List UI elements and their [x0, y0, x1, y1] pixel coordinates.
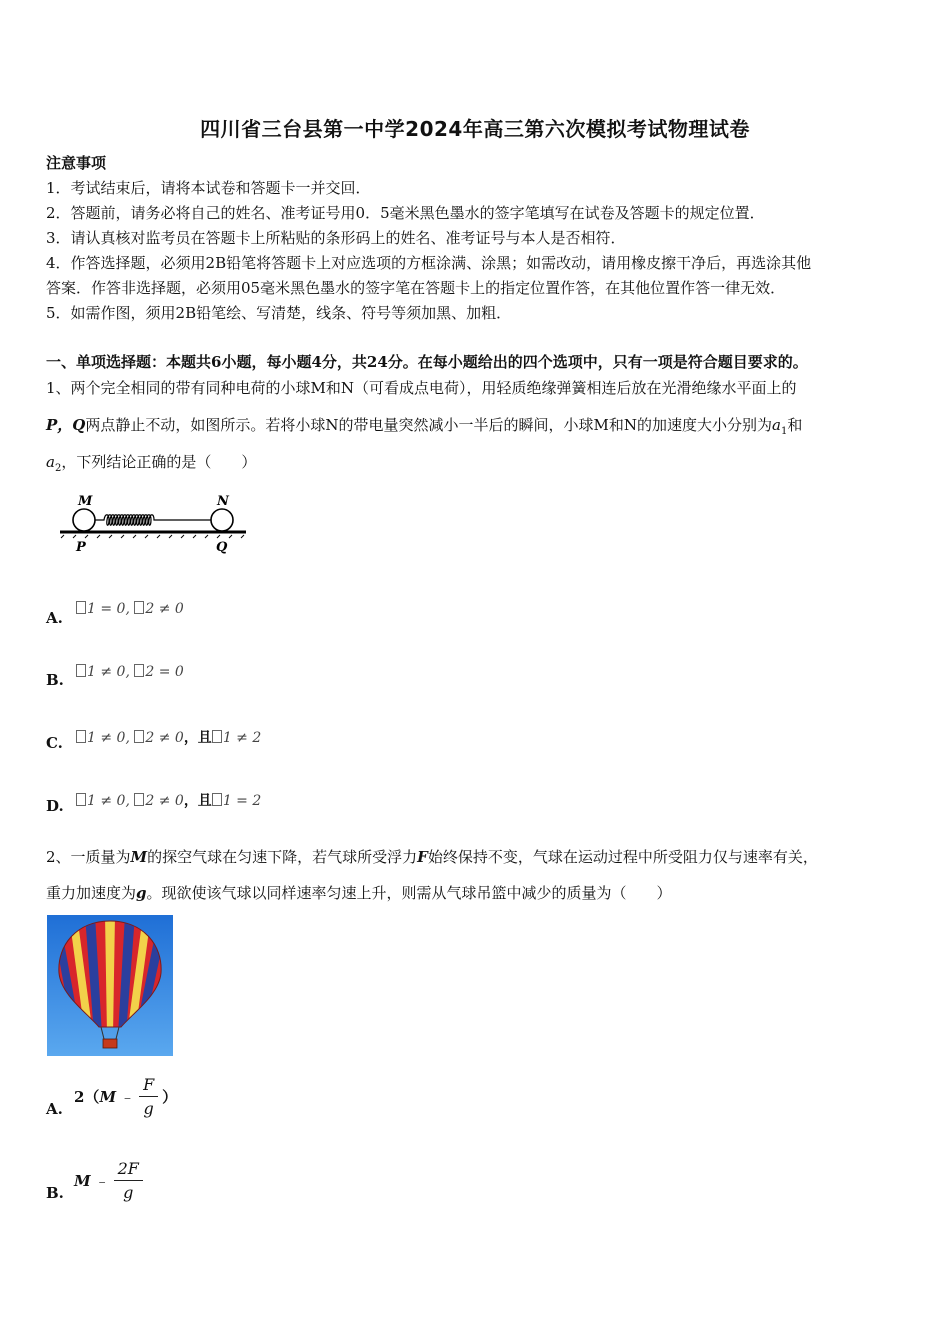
- q1-option-d-label: D.: [46, 797, 64, 815]
- q1-line2-text: 两点静止不动，如图所示。若将小球N的带电量突然减小一半后的瞬间，小球M和N的加速度大小分别为: [85, 416, 772, 434]
- spring-coil: [95, 515, 211, 526]
- q2-stem-line1: 2、一质量为M的探空气球在匀速下降，若气球所受浮力F始终保持不变，气球在运动过程中所受阻力仅与速率有关，: [46, 848, 818, 866]
- q2-option-b-label: B.: [46, 1184, 64, 1202]
- q1-stem-line1: 1、两个完全相同的带有同种电荷的小球M和N（可看成点电荷），用轻质绝缘弹簧相连后放在光滑绝缘水平面上的: [46, 379, 797, 397]
- q1-option-b-expr: 1 ≠ 0, 2 = 0: [76, 664, 184, 680]
- missing-glyph-icon: [134, 601, 144, 614]
- label-p: P: [76, 540, 86, 555]
- missing-glyph-icon: [76, 793, 86, 806]
- hot-air-balloon-image: [47, 915, 173, 1056]
- missing-glyph-icon: [134, 730, 144, 743]
- section-heading: 一、单项选择题：本题共6小题，每小题4分，共24分。在每小题给出的四个选项中，只有一项是符合题目要求的。: [46, 353, 808, 371]
- missing-glyph-icon: [134, 793, 144, 806]
- notice-item: 答案．作答非选择题，必须用05毫米黑色墨水的签字笔在答题卡上的指定位置作答，在其他位置作答一律无效．: [46, 279, 786, 297]
- q1-option-d-expr: 1 ≠ 0, 2 ≠ 0，且 1 = 2: [76, 790, 261, 810]
- notice-item: 5．如需作图，须用2B铅笔绘、写清楚，线条、符号等须加黑、加粗．: [46, 304, 512, 322]
- q1-a2: a: [46, 453, 55, 471]
- q1-option-a-expr: 1 = 0, 2 ≠ 0: [76, 601, 184, 617]
- missing-glyph-icon: [76, 730, 86, 743]
- q1-option-a-label: A.: [46, 609, 63, 627]
- missing-glyph-icon: [76, 601, 86, 614]
- q1-option-c-label: C.: [46, 734, 63, 752]
- q2-option-b-expr: M ﹣ $\frac{2F}{g}$: [74, 1159, 143, 1202]
- notice-item: 1．考试结束后，请将本试卷和答题卡一并交回．: [46, 179, 371, 197]
- ground-hatch: [61, 535, 244, 538]
- notice-item: 2．答题前，请务必将自己的姓名、准考证号用0．5毫米黑色墨水的签字笔填写在试卷及答题卡的规定位置．: [46, 204, 765, 222]
- fraction: $\frac{2F}{g}$: [114, 1159, 143, 1202]
- missing-glyph-icon: [212, 793, 222, 806]
- q2-stem-line2: 重力加速度为g。现欲使该气球以同样速率匀速上升，则需从气球吊篮中减少的质量为（ ）: [46, 884, 672, 902]
- q1-a1-sub: 1: [780, 426, 788, 437]
- notice-item: 4．作答选择题，必须用2B铅笔将答题卡上对应选项的方框涂满、涂黑；如需改动，请用橡皮擦干净后，再选涂其他: [46, 254, 812, 272]
- q1-option-c-expr: 1 ≠ 0, 2 ≠ 0，且 1 ≠ 2: [76, 727, 261, 747]
- notice-item: 3．请认真核对监考员在答题卡上所粘贴的条形码上的姓名、准考证号与本人是否相符．: [46, 229, 626, 247]
- notice-heading: 注意事项: [46, 154, 107, 172]
- label-n: N: [217, 494, 229, 509]
- q2-option-a-expr: 2（ M ﹣ $\frac{F}{g}$ ）: [74, 1075, 178, 1118]
- ball-n: [211, 509, 233, 531]
- q1-line2-end: 和: [787, 416, 803, 434]
- q1-line3-text: ，下列结论正确的是（ ）: [61, 453, 257, 471]
- missing-glyph-icon: [76, 664, 86, 677]
- q1-option-b-label: B.: [46, 671, 64, 689]
- q1-stem-line3: [46, 451, 256, 474]
- balloon-basket: [103, 1039, 117, 1048]
- spring-figure: [56, 488, 250, 556]
- fraction: $\frac{F}{g}$: [139, 1075, 158, 1118]
- page-title: 四川省三台县第一中学2024年高三第六次模拟考试物理试卷: [200, 117, 750, 141]
- label-m: M: [78, 494, 93, 509]
- q1-stem-line2: [46, 414, 802, 437]
- q1-a1: a: [771, 416, 781, 434]
- missing-glyph-icon: [134, 664, 144, 677]
- q2-option-a-label: A.: [46, 1100, 63, 1118]
- q1-a2-sub: 2: [54, 463, 62, 474]
- label-q: Q: [216, 540, 228, 555]
- ball-m: [73, 509, 95, 531]
- missing-glyph-icon: [212, 730, 222, 743]
- q1-pq: P，Q: [46, 416, 86, 434]
